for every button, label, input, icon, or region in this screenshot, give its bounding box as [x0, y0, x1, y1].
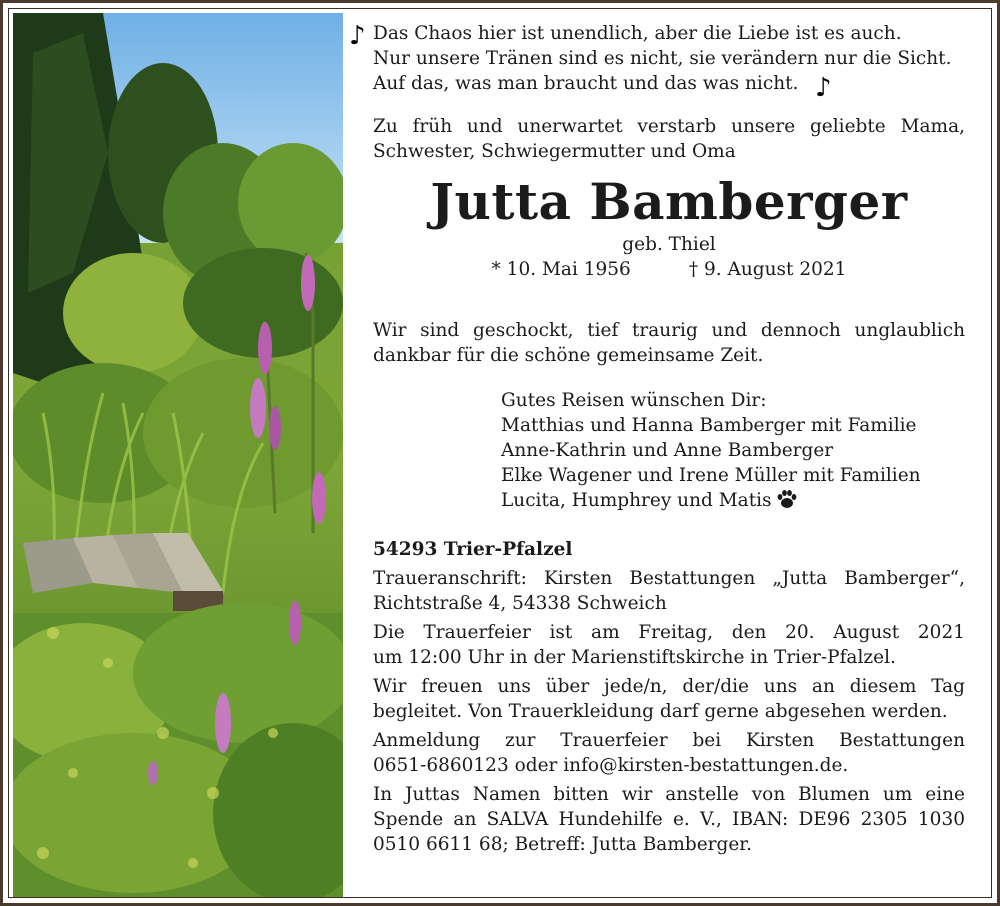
paw-icon — [776, 489, 798, 509]
mourner-line: Elke Wagener und Irene Müller mit Familien — [501, 465, 921, 486]
mourner-line: Matthias und Hanna Bamberger mit Familie — [501, 415, 917, 436]
deceased-name: Jutta Bamberger — [430, 172, 908, 231]
obituary-text — [373, 21, 965, 857]
address-line: Richtstraße 4, 54338 Schweich — [373, 593, 667, 614]
message-line: Wir sind geschockt, tief traurig und dennoch unglaublich — [373, 320, 965, 341]
registration-line: 0651-6860123 oder info@kirsten-bestattungen.de. — [373, 755, 849, 776]
welcome-line: begleitet. Von Trauerkleidung darf gerne abgesehen werden. — [373, 701, 948, 722]
donation-line: Spende an SALVA Hundehilfe e. V., IBAN: DE96 2305 1030 — [373, 809, 965, 830]
registration-line: Anmeldung zur Trauerfeier bei Kirsten Bestattungen — [373, 730, 965, 751]
mourner-line: Anne-Kathrin und Anne Bamberger — [501, 440, 834, 461]
poem-line: Nur unsere Tränen sind es nicht, sie verändern nur die Sicht. — [373, 48, 952, 69]
ceremony-line: um 12:00 Uhr in der Marienstiftskirche in Trier-Pfalzel. — [373, 647, 896, 668]
donation-line: 0510 6611 68; Betreff: Jutta Bamberger. — [373, 834, 752, 855]
mourner-pets: Lucita, Humphrey und Matis — [501, 490, 772, 511]
intro-line: Zu früh und unerwartet verstarb unsere geliebte Mama, — [373, 116, 965, 137]
ceremony-line: Die Trauerfeier ist am Freitag, den 20. August 2021 — [373, 622, 965, 643]
poem-line: Das Chaos hier ist unendlich, aber die Liebe ist es auch. — [373, 23, 902, 44]
birth-date: * 10. Mai 1956 — [491, 259, 631, 280]
mourner-line: Gutes Reisen wünschen Dir: — [501, 390, 767, 411]
welcome-line: Wir freuen uns über jede/n, der/die uns an diesem Tag — [373, 676, 965, 697]
garden-photo — [13, 13, 343, 897]
message-line: dankbar für die schöne gemeinsame Zeit. — [373, 345, 764, 366]
mourners-list — [373, 388, 965, 513]
music-note-icon: ♪ — [349, 21, 366, 51]
music-note-icon: ♪ — [815, 73, 832, 103]
death-date: † 9. August 2021 — [688, 259, 847, 280]
address-line: Traueranschrift: Kirsten Bestattungen „Jutta Bamberger“, — [373, 568, 965, 589]
mourner-line — [501, 488, 965, 513]
intro-line: Schwester, Schwiegermutter und Oma — [373, 141, 736, 162]
birth-name: geb. Thiel — [622, 234, 716, 255]
life-dates — [373, 257, 965, 282]
garden-photo-svg — [13, 13, 343, 897]
donation-line: In Juttas Namen bitten wir anstelle von Blumen um eine — [373, 784, 965, 805]
location: 54293 Trier-Pfalzel — [373, 539, 573, 560]
poem-line: Auf das, was man braucht und das was nicht. — [373, 73, 799, 94]
